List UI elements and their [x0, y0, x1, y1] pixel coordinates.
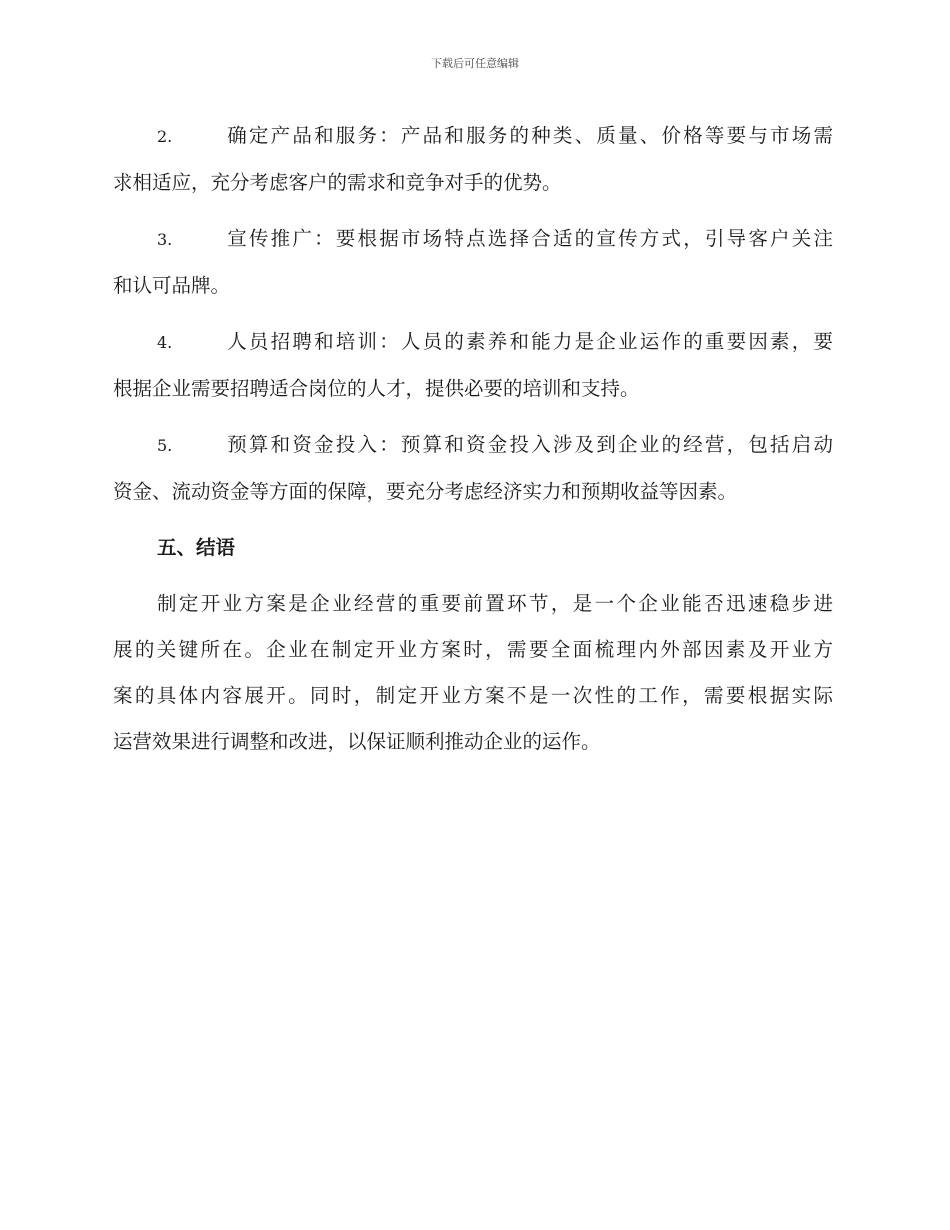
- list-item-text-continued: 根据企业需要招聘适合岗位的人才，提供必要的培训和支持。: [113, 377, 640, 400]
- conclusion-paragraph: [113, 581, 833, 765]
- paragraph-line: 制定开业方案是企业经营的重要前置环节，是一个企业能否迅速稳步进: [157, 592, 833, 615]
- list-item-text: 预算和资金投入：预算和资金投入涉及到企业的经营，包括启动: [225, 433, 833, 456]
- list-item-text-continued: 资金、流动资金等方面的保障，要充分考虑经济实力和预期收益等因素。: [113, 480, 738, 503]
- list-item: [113, 113, 833, 206]
- paragraph-line: 运营效果进行调整和改进，以保证顺利推动企业的运作。: [113, 730, 601, 753]
- page-header: 下载后可任意编辑: [431, 57, 519, 70]
- list-item-number: 5.: [157, 436, 173, 455]
- list-item-number: 3.: [157, 230, 173, 249]
- section-heading: 五、结语: [157, 536, 236, 559]
- paragraph-line: 案的具体内容展开。同时，制定开业方案不是一次性的工作，需要根据实际: [113, 684, 833, 707]
- paragraph-line: 展的关键所在。企业在制定开业方案时，需要全面梳理内外部因素及开业方: [113, 638, 833, 661]
- list-item-text: 确定产品和服务：产品和服务的种类、质量、价格等要与市场需: [225, 124, 833, 147]
- list-item-number: 2.: [157, 127, 173, 146]
- list-item-text-continued: 和认可品牌。: [113, 274, 231, 297]
- list-item: [113, 422, 833, 515]
- list-item: [113, 319, 833, 412]
- list-item-text-continued: 求相适应，充分考虑客户的需求和竞争对手的优势。: [113, 171, 562, 194]
- list-item-text: 人员招聘和培训：人员的素养和能力是企业运作的重要因素，要: [225, 330, 833, 353]
- list-item-text: 宣传推广：要根据市场特点选择合适的宣传方式，引导客户关注: [225, 227, 833, 250]
- document-body: [113, 113, 833, 765]
- list-item-number: 4.: [157, 333, 173, 352]
- list-item: [113, 216, 833, 309]
